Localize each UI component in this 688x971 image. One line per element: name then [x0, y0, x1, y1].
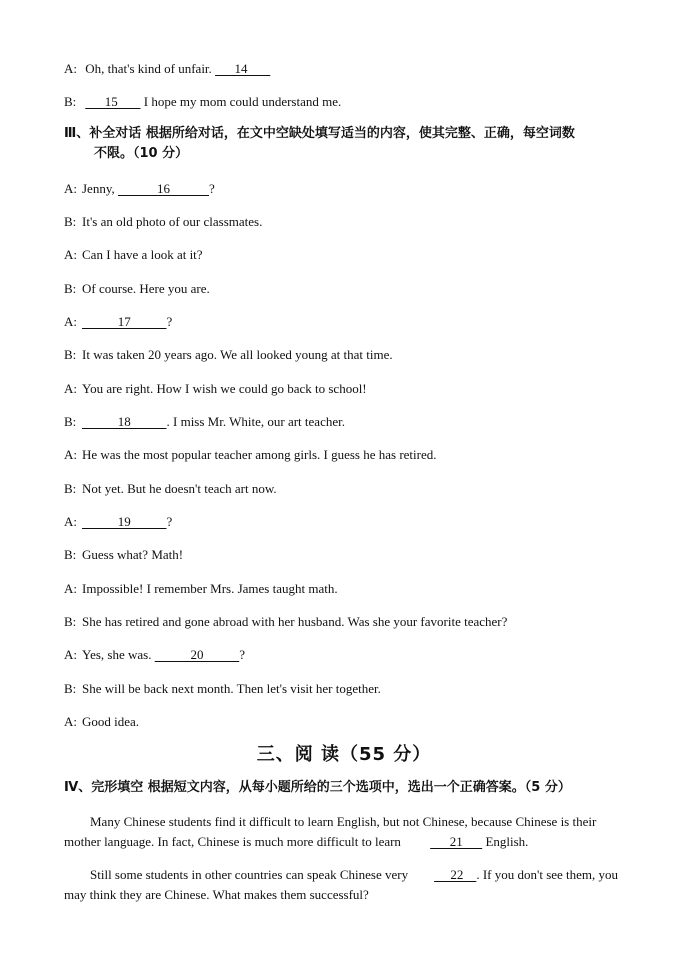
passage-paragraph-1: [64, 812, 624, 852]
speaker-label: B:: [64, 614, 77, 629]
speaker-label: B:: [64, 347, 77, 362]
section-3-heading: [64, 124, 575, 164]
speaker-label: A:: [64, 247, 77, 262]
dialogue-text: Of course. Here you are.: [82, 281, 210, 296]
speaker-label: B:: [64, 547, 77, 562]
answer-blank-14[interactable]: 14: [215, 61, 271, 76]
speaker-label: B:: [64, 414, 77, 429]
section-3-heading-line2: 不限。（10 分）: [94, 146, 189, 161]
dialogue-text: . I miss Mr. White, our art teacher.: [166, 414, 345, 429]
paragraph-text: English.: [482, 834, 529, 849]
dialogue-text: Can I have a look at it?: [82, 247, 203, 262]
dialogue-line: [64, 614, 507, 630]
dialogue-line: [64, 94, 341, 110]
speaker-label: A:: [64, 714, 77, 729]
answer-blank[interactable]: 19: [82, 514, 167, 529]
dialogue-text: Impossible! I remember Mrs. James taught math.: [82, 581, 338, 596]
dialogue-text: It was taken 20 years ago. We all looked young at that time.: [82, 347, 393, 362]
section-3-heading-line1: Ⅲ、补全对话 根据所给对话，在文中空缺处填写适当的内容，使其完整、正确，每空词数: [64, 126, 575, 141]
dialogue-line: [64, 447, 437, 463]
paragraph-text: . If you don't see them, you may think they are Chinese. What makes them successful?: [64, 867, 619, 902]
dialogue-line: [64, 314, 172, 330]
dialogue-text: She has retired and gone abroad with her husband. Was she your favorite teacher?: [82, 614, 508, 629]
dialogue-text: ?: [239, 647, 245, 662]
dialogue-text: ?: [166, 314, 173, 329]
dialogue-text: You are right. How I wish we could go back to school!: [82, 381, 367, 396]
dialogue-line: [64, 247, 203, 263]
speaker-label: A:: [64, 381, 77, 396]
dialogue-line: [64, 547, 183, 563]
dialogue-text: ?: [166, 514, 173, 529]
dialogue-line: [64, 181, 215, 197]
speaker-label: B:: [64, 681, 77, 696]
answer-blank[interactable]: 20: [154, 647, 240, 662]
speaker-label: A:: [64, 314, 77, 329]
speaker-label: A:: [64, 181, 77, 196]
dialogue-line: [64, 214, 262, 230]
dialogue-text: Jenny,: [82, 181, 118, 196]
dialogue-text: I hope my mom could understand me.: [140, 94, 342, 109]
speaker-label: A:: [64, 61, 77, 76]
speaker-label: A:: [64, 447, 77, 462]
dialogue-line: [64, 347, 393, 363]
speaker-label: B:: [64, 214, 77, 229]
speaker-label: B:: [64, 94, 77, 109]
speaker-label: B:: [64, 281, 77, 296]
speaker-label: A:: [64, 514, 77, 529]
dialogue-text: He was the most popular teacher among girls. I guess he has retired.: [82, 447, 437, 462]
dialogue-line: [64, 381, 367, 397]
dialogue-line: [64, 714, 139, 730]
answer-blank-22[interactable]: 22: [434, 867, 477, 882]
answer-blank[interactable]: 17: [82, 314, 167, 329]
answer-blank-21[interactable]: 21: [430, 834, 483, 849]
dialogue-text: ?: [209, 181, 215, 196]
passage-paragraph-2: [64, 865, 624, 905]
answer-blank[interactable]: 18: [82, 414, 167, 429]
dialogue-text: Good idea.: [82, 714, 140, 729]
dialogue-text: Not yet. But he doesn't teach art now.: [82, 481, 277, 496]
dialogue-line: [64, 514, 172, 530]
dialogue-line: [64, 647, 245, 663]
section-4-heading: Ⅳ、完形填空 根据短文内容，从每小题所给的三个选项中，选出一个正确答案。（5 分）: [64, 780, 571, 795]
dialogue-text: Guess what? Math!: [82, 547, 184, 562]
dialogue-line: [64, 481, 277, 497]
answer-blank[interactable]: 16: [118, 181, 209, 196]
dialogue-line: [64, 281, 210, 297]
dialogue-text: Yes, she was.: [82, 647, 155, 662]
dialogue-line: [64, 61, 270, 77]
speaker-label: B:: [64, 481, 77, 496]
dialogue-line: [64, 581, 338, 597]
dialogue-text: She will be back next month. Then let's visit her together.: [82, 681, 381, 696]
answer-blank-15[interactable]: 15: [85, 94, 141, 109]
speaker-label: A:: [64, 581, 77, 596]
paragraph-text: Many Chinese students find it difficult to learn English, but not Chinese, because Chinese is their mother language. In fact, Chinese is much more difficult to learn: [64, 814, 597, 849]
part-3-title: 三、阅 读（55 分）: [256, 744, 432, 765]
dialogue-line: [64, 414, 345, 430]
speaker-label: A:: [64, 647, 77, 662]
paragraph-text: Still some students in other countries can speak Chinese very: [90, 867, 409, 882]
dialogue-line: [64, 681, 381, 697]
dialogue-text: It's an old photo of our classmates.: [82, 214, 263, 229]
dialogue-text: Oh, that's kind of unfair.: [85, 61, 216, 76]
